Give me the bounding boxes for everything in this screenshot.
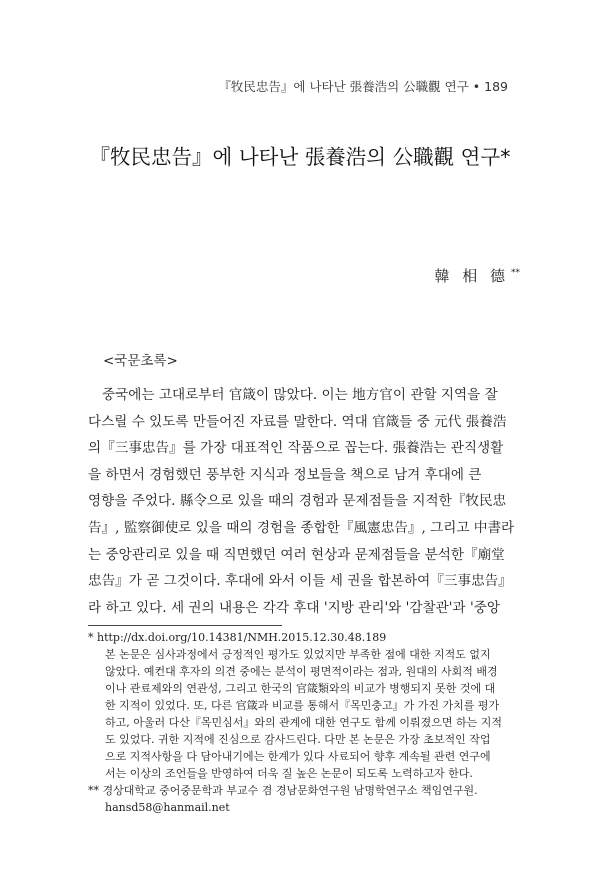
footnote-line: 으로 지적사항을 다 담아내기에는 한계가 있다 사료되어 향후 계속될 관련 연구에 [105,750,491,763]
abstract-line: 다스릴 수 있도록 만들어진 자료를 말한다. 역대 官箴들 중 元代 張養浩 [88,413,507,430]
abstract-line: 는 중앙관리로 있을 때 직면했던 여러 현상과 문제점들을 분석한『廟堂 [88,546,505,563]
author-name: 韓 相 德 [434,267,509,285]
abstract-line: 중국에는 고대로부터 官箴이 많았다. 이는 地方官이 관할 지역을 잘 [102,387,498,403]
footnote-divider [88,625,282,626]
footnote-line: 서는 이상의 조언들을 반영하여 더욱 질 높은 논문이 되도록 노력하고자 한다. [105,767,473,780]
abstract-line: 의『三事忠告』를 가장 대표적인 작품으로 꼽는다. 張養浩는 관직생활 [88,440,504,457]
paper-title: 『牧民忠告』에 나타난 張養浩의 公職觀 연구* [89,145,511,169]
footnote-line: 본 논문은 심사과정에서 긍정적인 평가도 있었지만 부족한 점에 대한 지적도 없지 [105,648,491,661]
footnote-doi[interactable]: * http://dx.doi.org/10.14381/NMH.2015.12.30.48.189 [88,631,387,644]
abstract-line: 告』, 監察御使로 있을 때의 경험을 종합한『風憲忠告』, 그리고 中書라 [88,519,515,536]
author-email-link[interactable]: hansd58@hanmail.net [105,801,230,814]
abstract-line: 을 하면서 경험했던 풍부한 지식과 정보들을 책으로 남겨 후대에 큰 [88,466,482,483]
author-footnote-mark: ** [511,268,520,278]
footnote-line: 한 지적이 있었다. 또, 다른 官箴과 비교를 통해서『목민충고』가 가진 가치를 평가 [105,699,500,712]
footnote-author-affiliation: ** 경상대학교 중어중문학과 부교수 겸 경남문화연구원 남명학연구소 책임연구원. [88,784,478,797]
abstract-line: 영향을 주었다. 縣令으로 있을 때의 경험과 문제점들을 지적한『牧民忠 [88,493,507,510]
abstract-label: <국문초록> [103,353,178,369]
footnote-line: 이나 관료제와의 연관성, 그리고 한국의 官箴類와의 비교가 병행되지 못한 것에 대 [105,682,496,695]
footnote-line: 도 있었다. 귀한 지적에 진심으로 감사드린다. 다만 본 논문은 가장 초보적인 작업 [105,733,491,746]
author [434,265,520,286]
running-head: 『牧民忠告』에 나타난 張養浩의 公職觀 연구 • 189 [218,79,508,94]
abstract-body [88,382,520,621]
footnotes [88,629,528,816]
abstract-line: 忠告』가 곧 그것이다. 후대에 와서 이들 세 권을 합본하여『三事忠告』 [88,573,512,590]
abstract-line: 라 하고 있다. 세 권의 내용은 각각 후대 '지방 관리'와 '감찰관'과 '중앙 [88,599,500,616]
footnote-line: 않았다. 예컨대 후자의 의견 중에는 분석이 평면적이라는 점과, 원대의 사회적 배경 [105,665,498,678]
footnote-line: 하고, 아울러 다산『목민심서』와의 관계에 대한 연구도 함께 이뤄졌으면 하는 지적 [105,716,502,729]
